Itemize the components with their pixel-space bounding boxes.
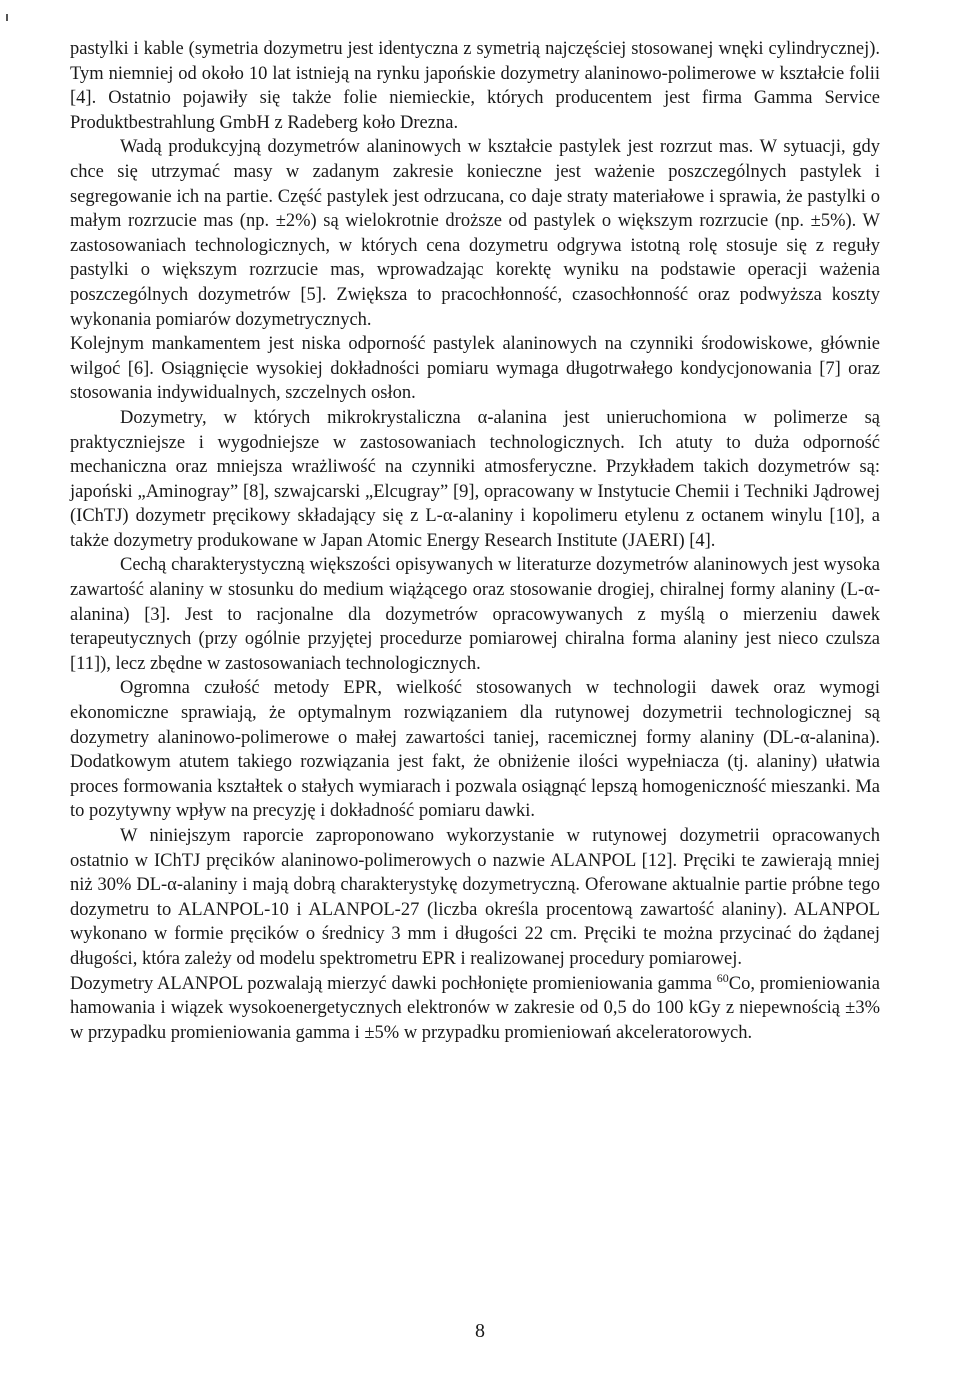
- paragraph-8-end: Co, promieniowania hamowania i wiązek wysokoenergetycznych elektronów w zakresie od 0,5 do 100 kGy z niepewnością ±3% w przypadku promieniowania gamma i ±5% w przypadku promieniowań akceleratorowych.: [70, 973, 880, 1043]
- paragraph-1: pastylki i kable (symetria dozymetru jest identyczna z symetrią najczęściej stosowanej wnęki cylindrycznej). Tym niemniej od około 10 lat istnieją na rynku japońskie dozymetry alaninowo-polimerowe w kształcie folii [4]. Ostatnio pojawiły się także folie niemieckie, których producentem jest firma Gamma Service Produktbestrahlung GmbH z Radeberg koło Drezna.: [70, 39, 880, 133]
- scan-speck: [6, 14, 8, 21]
- paragraph-6: Ogromna czułość metody EPR, wielkość stosowanych w technologii dawek oraz wymogi ekonomiczne sprawiają, że optymalnym rozwiązaniem dla rutynowej dozymetrii technologicznej są dozymetry alaninowo-polimerowe o małej zawartości taniej, racemicznej formy alaniny (DL-α-alanina). Dodatkowym atutem takiego rozwiązania jest fakt, że obniżenie ilości wypełniacza (tj. alaniny) ułatwia proces formowania kształtek o stałych wymiarach i pozwala osiągnąć lepszą homogeniczność mieszanki. Ma to pozytywny wpływ na precyzję i dokładność pomiaru dawki.: [70, 678, 880, 822]
- paragraph-5: Cechą charakterystyczną większości opisywanych w literaturze dozymetrów alaninowych jest wysoka zawartość alaniny w stosunku do medium wiążącego oraz stosowanie drogiej, chiralnej formy alaniny (L-α-alanina) [3]. Jest to racjonalne dla dozymetrów opracowywanych z myślą o mierzeniu dawek terapeutycznych (przy ogólnie przyjętej procedurze pomiarowej chiralna forma alaniny jest nieco czulsza [11]), lecz zbędne w zastosowaniach technologicznych.: [70, 555, 880, 674]
- paragraph-4: Dozymetry, w których mikrokrystaliczna α-alanina jest unieruchomiona w polimerze są praktyczniejsze i wygodniejsze w zastosowaniach technologicznych. Ich atuty to duża odporność mechaniczna oraz mniejsza wrażliwość na czynniki atmosferyczne. Przykładem takich dozymetrów są: japoński „Aminogray” [8], szwajcarski „Elcugray” [9], opracowany w Instytucie Chemii i Techniki Jądrowej (IChTJ) dozymetr pręcikowy składający się z L-α-alaniny i kopolimeru etylenu z octanem winylu [10], a także dozymetry produkowane w Japan Atomic Energy Research Institute (JAERI) [4].: [70, 407, 880, 551]
- paragraph-8-start: Dozymetry ALANPOL pozwalają mierzyć dawki pochłonięte promieniowania gamma: [70, 973, 717, 994]
- page-number: 8: [475, 1320, 485, 1342]
- paragraph-2: Wadą produkcyjną dozymetrów alaninowych w kształcie pastylek jest rozrzut mas. W sytuacji, gdy chce się utrzymać masy w zadanym zakresie konieczne jest ważenie poszczególnych pastylek i segregowanie ich na partie. Część pastylek jest odrzucana, co daje straty materiałowe i sprawia, że pastylki o małym rozrzucie mas (np. ±2%) są wielokrotnie droższe od pastylek o większym rozrzucie (np. ±5%). W zastosowaniach technologicznych, w których cena dozymetru odgrywa istotną rolę stosuje się z reguły pastylki o większym rozrzucie mas, wprowadzając korektę wyniku na podstawie operacji ważenia poszczególnych dozymetrów [5]. Zwiększa to pracochłonność, czasochłonność oraz podwyższa koszty wykonania pomiarów dozymetrycznych.: [70, 137, 880, 330]
- paragraph-7: W niniejszym raporcie zaproponowano wykorzystanie w rutynowej dozymetrii opracowanych ostatnio w IChTJ pręcików alaninowo-polimerowych o nazwie ALANPOL [12]. Pręciki te zawierają mniej niż 30% DL-α-alaniny i mają dobrą charakterystykę dozymetryczną. Oferowane aktualnie partie próbne tego dozymetru to ALANPOL-10 i ALANPOL-27 (liczba określa procentową zawartość alaniny). ALANPOL wykonano w formie pręcików o średnicy 3 mm i długości 22 cm. Pręciki te można przycinać do żądanej długości, która zależy od modelu spektrometru EPR i realizowanej procedury pomiarowej.: [70, 826, 880, 969]
- isotope-mass-number: 60: [716, 970, 729, 985]
- paragraph-8: [70, 972, 880, 1046]
- document-body: [70, 37, 880, 1045]
- paragraph-3: Kolejnym mankamentem jest niska odporność pastylek alaninowych na czynniki środowiskowe, głównie wilgoć [6]. Osiągnięcie wysokiej dokładności pomiaru wymaga długotrwałego kondycjonowania [7] oraz stosowania indywidualnych, szczelnych osłon.: [70, 334, 880, 404]
